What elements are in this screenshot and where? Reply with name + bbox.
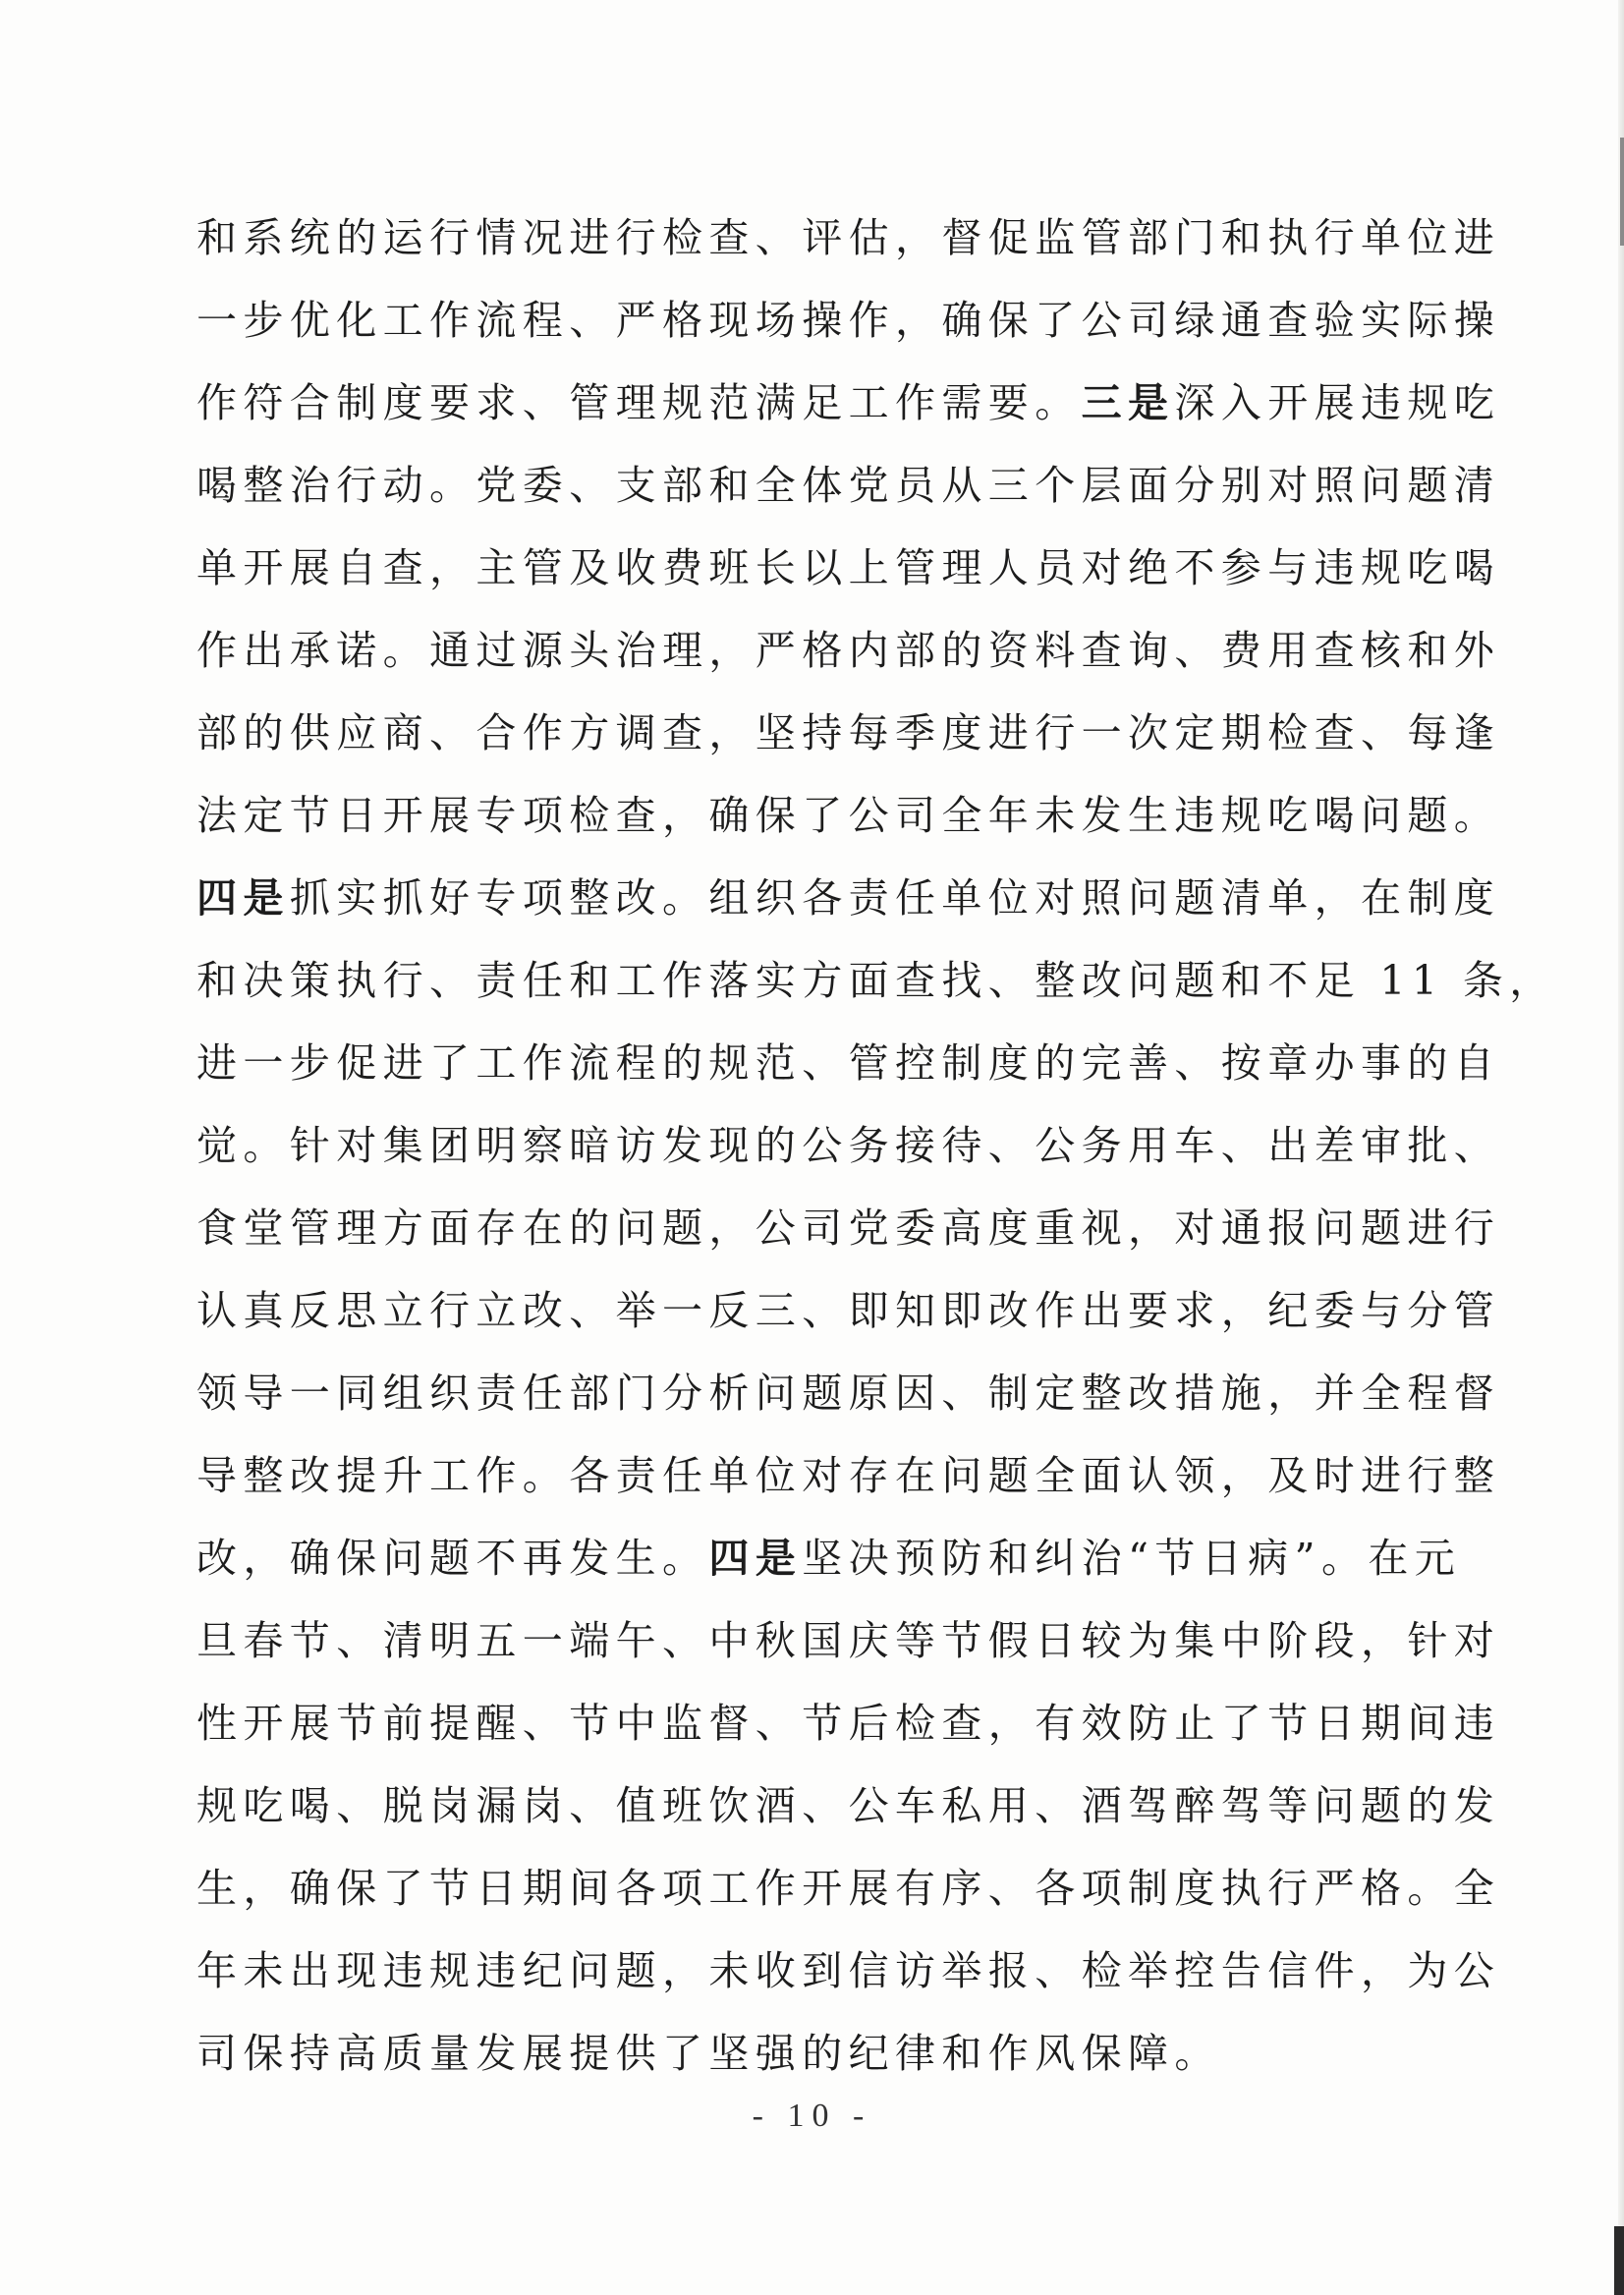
text-segment: 部的供应商、合作方调查，坚持每季度进行一次定期检查、每逢 — [196, 709, 1501, 756]
text-line — [196, 196, 1501, 279]
text-line — [196, 527, 1501, 609]
text-line — [196, 1352, 1501, 1434]
text-line — [196, 609, 1501, 692]
text-line — [196, 279, 1501, 362]
emphasis-label: 四是 — [196, 874, 290, 922]
scan-artifact — [1614, 2226, 1624, 2295]
text-segment: 作出承诺。通过源头治理，严格内部的资料查询、费用查核和外 — [196, 627, 1501, 674]
text-segment: 导整改提升工作。各责任单位对存在问题全面认领，及时进行整 — [196, 1452, 1501, 1499]
text-segment: 认真反思立行立改、举一反三、即知即改作出要求，纪委与分管 — [196, 1287, 1501, 1334]
text-line — [196, 444, 1501, 527]
text-segment: 规吃喝、脱岗漏岗、值班饮酒、公车私用、酒驾醉驾等问题的发 — [196, 1782, 1501, 1829]
text-line — [196, 1847, 1501, 1930]
text-segment: 喝整治行动。党委、支部和全体党员从三个层面分别对照问题清 — [196, 462, 1501, 509]
text-line — [196, 692, 1501, 774]
page-number: - 10 - — [752, 2098, 872, 2134]
text-line — [196, 1104, 1501, 1187]
text-line — [196, 1682, 1501, 1764]
text-line — [196, 939, 1556, 1022]
text-line — [196, 362, 1501, 444]
emphasis-label: 四是 — [708, 1535, 803, 1582]
scan-artifact — [1620, 138, 1624, 246]
text-segment: 和系统的运行情况进行检查、评估，督促监管部门和执行单位进 — [196, 214, 1501, 261]
scan-edge — [1618, 0, 1624, 2295]
text-segment: 深入开展违规吃 — [1174, 379, 1501, 426]
text-line — [196, 857, 1501, 939]
text-segment: 单开展自查，主管及收费班长以上管理人员对绝不参与违规吃喝 — [196, 544, 1501, 591]
text-segment: 旦春节、清明五一端午、中秋国庆等节假日较为集中阶段，针对 — [196, 1617, 1501, 1664]
text-line — [196, 1517, 1462, 1599]
body-text — [196, 196, 1556, 2095]
text-line — [196, 2012, 1444, 2095]
text-segment: 抓实抓好专项整改。组织各责任单位对照问题清单，在制度 — [289, 874, 1501, 922]
text-segment: 司保持高质量发展提供了坚强的纪律和作风保障。 — [196, 2030, 1221, 2077]
text-segment: 坚决预防和纠治“节日病”。在元 — [802, 1535, 1462, 1582]
text-line — [196, 1764, 1501, 1847]
text-line — [196, 774, 1501, 857]
text-segment: 食堂管理方面存在的问题，公司党委高度重视，对通报问题进行 — [196, 1204, 1501, 1252]
text-segment: 领导一同组织责任部门分析问题原因、制定整改措施，并全程督 — [196, 1370, 1501, 1417]
text-segment: 一步优化工作流程、严格现场操作，确保了公司绿通查验实际操 — [196, 297, 1501, 344]
text-segment: 改，确保问题不再发生。 — [196, 1535, 709, 1582]
text-segment: 觉。针对集团明察暗访发现的公务接待、公务用车、出差审批、 — [196, 1122, 1501, 1169]
text-segment: 性开展节前提醒、节中监督、节后检查，有效防止了节日期间违 — [196, 1700, 1501, 1747]
text-line — [196, 1022, 1501, 1104]
text-segment: 作符合制度要求、管理规范满足工作需要。 — [196, 379, 1082, 426]
text-segment: 进一步促进了工作流程的规范、管控制度的完善、按章办事的自 — [196, 1039, 1501, 1087]
text-line — [196, 1434, 1501, 1517]
text-segment: 和决策执行、责任和工作落实方面查找、整改问题和不足 11 条， — [196, 957, 1556, 1004]
text-segment: 年未出现违规违纪问题，未收到信访举报、检举控告信件，为公 — [196, 1947, 1501, 1994]
text-segment: 法定节日开展专项检查，确保了公司全年未发生违规吃喝问题。 — [196, 792, 1501, 839]
text-line — [196, 1599, 1501, 1682]
text-segment: 生，确保了节日期间各项工作开展有序、各项制度执行严格。全 — [196, 1865, 1501, 1912]
text-line — [196, 1187, 1501, 1269]
emphasis-label: 三是 — [1081, 379, 1175, 426]
text-line — [196, 1930, 1501, 2012]
text-line — [196, 1269, 1501, 1352]
